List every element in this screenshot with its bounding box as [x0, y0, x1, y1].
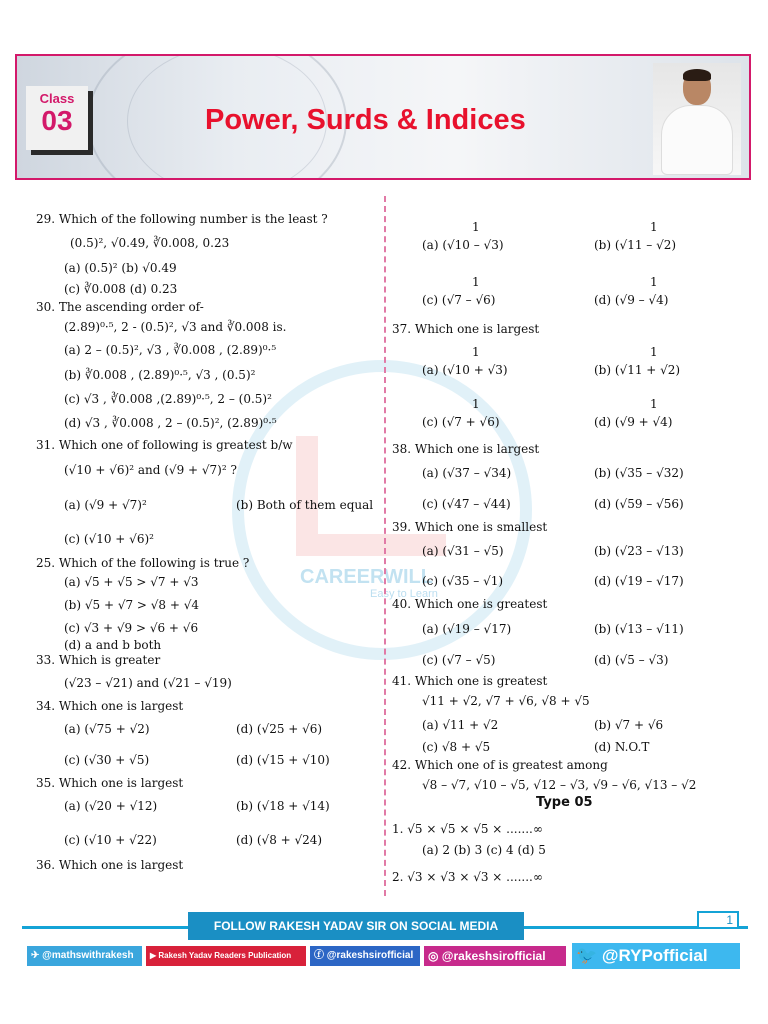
twitter-handle[interactable]: 🐦 @RYPofficial: [572, 943, 740, 969]
question-line: 42. Which one of is greatest among: [392, 758, 608, 772]
question-line: (b) (√35 – √32): [594, 466, 684, 480]
teacher-hair: [683, 69, 711, 81]
question-line: (b) ∛0.008 , (2.89)⁰·⁵, √3 , (0.5)²: [64, 368, 256, 382]
question-line: 39. Which one is smallest: [392, 520, 548, 534]
question-line: (a) (√75 + √2): [64, 722, 150, 736]
youtube-handle[interactable]: ▶ Rakesh Yadav Readers Publication: [146, 946, 306, 966]
page-number: 1: [697, 911, 739, 929]
question-line: (d) √3 , ∛0.008 , 2 – (0.5)², (2.89)⁰·⁵: [64, 416, 277, 430]
question-line: (a) (√31 – √5): [422, 544, 504, 558]
question-line: 1: [650, 220, 658, 234]
question-line: (b) (√18 + √14): [236, 799, 330, 813]
question-line: (c) (√10 + √6)²: [64, 532, 154, 546]
teacher-body: [661, 105, 733, 175]
question-line: (a) (√9 + √7)²: [64, 498, 147, 512]
question-line: (a) 2 – (0.5)², √3 , ∛0.008 , (2.89)⁰·⁵: [64, 343, 277, 357]
follow-banner: FOLLOW RAKESH YADAV SIR ON SOCIAL MEDIA: [188, 912, 524, 940]
question-line: (b) (√23 – √13): [594, 544, 684, 558]
question-line: (√10 + √6)² and (√9 + √7)² ?: [64, 463, 237, 477]
question-line: (b) √5 + √7 > √8 + √4: [64, 598, 200, 612]
question-line: 36. Which one is largest: [36, 858, 184, 872]
question-line: 29. Which of the following number is the least ?: [36, 212, 328, 226]
question-line: 40. Which one is greatest: [392, 597, 548, 611]
question-line: 33. Which is greater: [36, 653, 161, 667]
question-line: (d) (√15 + √10): [236, 753, 330, 767]
question-line: (d) N.O.T: [594, 740, 650, 754]
instagram-handle[interactable]: ◎ @rakeshsirofficial: [424, 946, 566, 966]
class-number: 03: [41, 105, 73, 136]
question-line: (d) (√59 – √56): [594, 497, 684, 511]
column-divider: [384, 196, 386, 896]
page-title: Power, Surds & Indices: [205, 104, 526, 136]
question-line: (b) Both of them equal: [236, 498, 374, 512]
question-line: (b) (√11 + √2): [594, 363, 681, 377]
question-line: 1: [472, 275, 480, 289]
question-line: 30. The ascending order of-: [36, 300, 204, 314]
question-line: (b) (√13 – √11): [594, 622, 684, 636]
question-line: (c) (√47 – √44): [422, 497, 511, 511]
question-line: 25. Which of the following is true ?: [36, 556, 250, 570]
question-line: (c) (√30 + √5): [64, 753, 150, 767]
question-line: (a) (√10 + √3): [422, 363, 508, 377]
question-line: (a) 2 (b) 3 (c) 4 (d) 5: [422, 843, 546, 857]
question-line: (c) √8 + √5: [422, 740, 491, 754]
question-line: (√23 – √21) and (√21 – √19): [64, 676, 232, 690]
question-line: (c) (√7 – √5): [422, 653, 496, 667]
question-line: 2. √3 × √3 × √3 × .......∞: [392, 870, 543, 884]
question-line: 1: [650, 397, 658, 411]
question-line: 1. √5 × √5 × √5 × .......∞: [392, 822, 543, 836]
question-line: (d) a and b both: [64, 638, 162, 652]
watermark-tagline: Easy to Learn: [370, 588, 438, 600]
question-line: (c) (√7 + √6): [422, 415, 500, 429]
question-line: (a) √11 + √2: [422, 718, 499, 732]
question-line: 31. Which one of following is greatest b/w: [36, 438, 293, 452]
watermark-brand: CAREERWILL: [300, 566, 433, 588]
question-line: (b) (√11 – √2): [594, 238, 677, 252]
question-line: 37. Which one is largest: [392, 322, 540, 336]
question-line: (a) (0.5)² (b) √0.49: [64, 261, 177, 275]
type-heading: Type 05: [536, 795, 593, 810]
question-line: (a) (√10 – √3): [422, 238, 504, 252]
question-line: (d) (√8 + √24): [236, 833, 323, 847]
question-line: (b) √7 + √6: [594, 718, 664, 732]
header-banner: [15, 54, 751, 180]
teacher-photo: [653, 63, 741, 175]
question-line: (a) (√37 – √34): [422, 466, 512, 480]
question-line: √8 – √7, √10 – √5, √12 – √3, √9 – √6, √13 – √2: [422, 778, 697, 792]
question-line: (d) (√9 – √4): [594, 293, 669, 307]
question-line: 34. Which one is largest: [36, 699, 184, 713]
question-line: 35. Which one is largest: [36, 776, 184, 790]
question-line: (d) (√25 + √6): [236, 722, 323, 736]
facebook-handle[interactable]: ⓕ @rakeshsirofficial: [310, 946, 420, 966]
question-line: 1: [472, 397, 480, 411]
class-label: Class: [39, 91, 75, 106]
question-line: (d) (√9 + √4): [594, 415, 673, 429]
question-line: (d) (√5 – √3): [594, 653, 669, 667]
question-line: (c) (√10 + √22): [64, 833, 157, 847]
question-line: 1: [472, 345, 480, 359]
question-line: (c) √3 + √9 > √6 + √6: [64, 621, 199, 635]
question-line: 1: [472, 220, 480, 234]
question-line: (a) (√20 + √12): [64, 799, 158, 813]
class-badge: [26, 86, 88, 150]
question-line: √11 + √2, √7 + √6, √8 + √5: [422, 694, 590, 708]
question-line: 1: [650, 345, 658, 359]
question-line: (c) ∛0.008 (d) 0.23: [64, 282, 178, 296]
question-line: (a) √5 + √5 > √7 + √3: [64, 575, 199, 589]
telegram-handle[interactable]: ✈ @mathswithrakesh: [27, 946, 142, 966]
question-line: (0.5)², √0.49, ∛0.008, 0.23: [70, 236, 230, 250]
question-line: (c) (√35 – √1): [422, 574, 504, 588]
question-line: (d) (√19 – √17): [594, 574, 684, 588]
question-line: 38. Which one is largest: [392, 442, 540, 456]
question-line: (2.89)⁰·⁵, 2 - (0.5)², √3 and ∛0.008 is.: [64, 320, 287, 334]
question-line: 41. Which one is greatest: [392, 674, 548, 688]
question-line: (c) √3 , ∛0.008 ,(2.89)⁰·⁵, 2 – (0.5)²: [64, 392, 272, 406]
question-line: (a) (√19 – √17): [422, 622, 512, 636]
question-line: 1: [650, 275, 658, 289]
question-line: (c) (√7 – √6): [422, 293, 496, 307]
